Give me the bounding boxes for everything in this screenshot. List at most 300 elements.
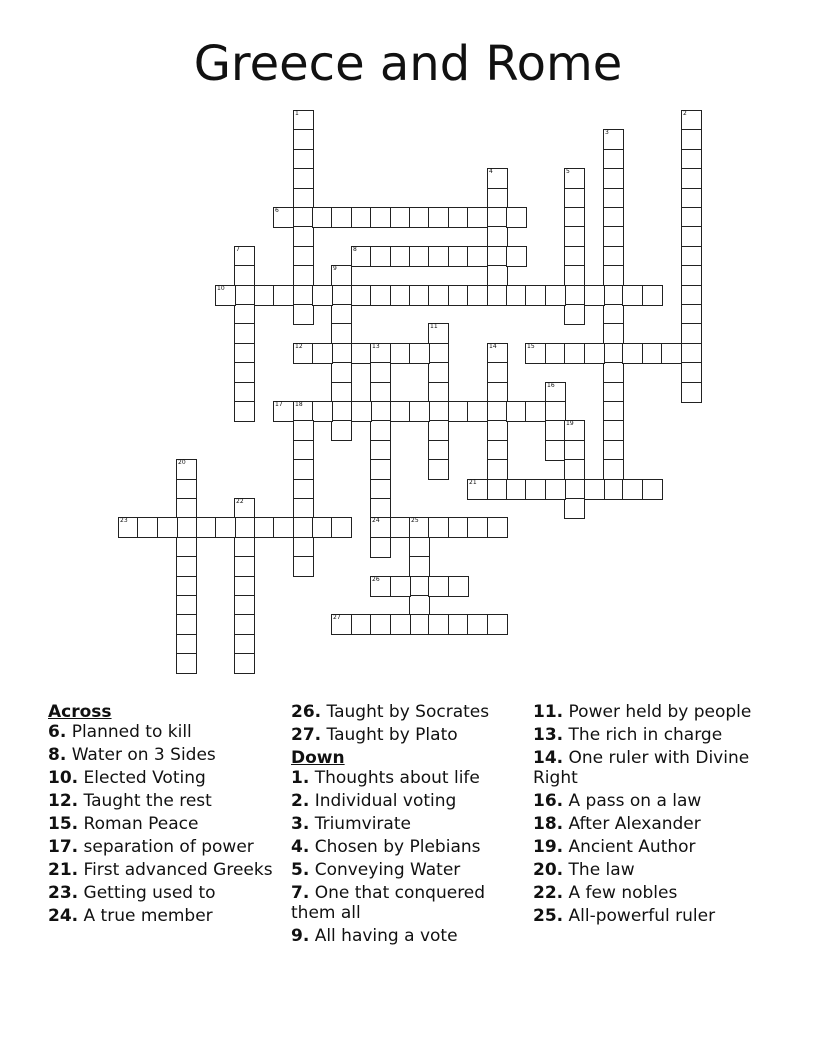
grid-cell[interactable] bbox=[681, 382, 702, 403]
grid-cell[interactable] bbox=[293, 265, 314, 286]
grid-cell[interactable] bbox=[390, 285, 411, 306]
grid-cell[interactable] bbox=[564, 188, 585, 209]
grid-cell[interactable] bbox=[564, 440, 585, 461]
grid-cell[interactable] bbox=[351, 401, 372, 422]
grid-cell[interactable] bbox=[370, 576, 391, 597]
grid-cell[interactable] bbox=[370, 246, 391, 267]
down-clue bbox=[291, 926, 527, 946]
grid-cell[interactable] bbox=[234, 634, 255, 655]
grid-cell[interactable] bbox=[681, 285, 702, 306]
grid-cell[interactable] bbox=[370, 614, 391, 635]
grid-cell[interactable] bbox=[176, 595, 197, 616]
grid-cell[interactable] bbox=[428, 207, 449, 228]
grid-cell[interactable] bbox=[351, 285, 372, 306]
clue-text: Getting used to bbox=[78, 883, 216, 903]
grid-cell[interactable] bbox=[234, 304, 255, 325]
grid-cell[interactable] bbox=[370, 459, 391, 480]
clue-number: 20. bbox=[533, 860, 564, 880]
grid-cell[interactable] bbox=[234, 537, 255, 558]
grid-cell[interactable] bbox=[176, 556, 197, 577]
grid-cell[interactable] bbox=[293, 149, 314, 170]
grid-cell[interactable] bbox=[681, 265, 702, 286]
grid-cell[interactable] bbox=[487, 362, 508, 383]
cell-number: 15 bbox=[527, 343, 535, 350]
grid-cell[interactable] bbox=[487, 188, 508, 209]
grid-cell[interactable] bbox=[409, 537, 430, 558]
grid-cell[interactable] bbox=[622, 479, 643, 500]
clue-text: Individual voting bbox=[309, 791, 457, 811]
grid-cell[interactable] bbox=[234, 362, 255, 383]
grid-cell[interactable] bbox=[681, 207, 702, 228]
grid-cell[interactable] bbox=[234, 595, 255, 616]
grid-cell[interactable] bbox=[681, 304, 702, 325]
grid-cell[interactable] bbox=[176, 614, 197, 635]
grid-cell[interactable] bbox=[448, 614, 469, 635]
grid-cell[interactable] bbox=[681, 149, 702, 170]
grid-cell[interactable] bbox=[234, 498, 255, 519]
grid-cell[interactable] bbox=[331, 420, 352, 441]
grid-cell[interactable] bbox=[448, 401, 469, 422]
grid-cell[interactable] bbox=[390, 246, 411, 267]
grid-cell[interactable] bbox=[409, 556, 430, 577]
grid-cell[interactable] bbox=[370, 382, 391, 403]
grid-cell[interactable] bbox=[293, 168, 314, 189]
grid-cell[interactable] bbox=[564, 343, 585, 364]
grid-cell[interactable] bbox=[622, 343, 643, 364]
grid-cell[interactable] bbox=[564, 285, 585, 306]
grid-cell[interactable] bbox=[312, 207, 333, 228]
clue-number: 23. bbox=[48, 883, 79, 903]
clue-column-1 bbox=[48, 702, 284, 929]
grid-cell[interactable] bbox=[448, 517, 469, 538]
grid-cell[interactable] bbox=[331, 207, 352, 228]
grid-cell[interactable] bbox=[234, 343, 255, 364]
clue-number: 10. bbox=[48, 768, 79, 788]
down-clue bbox=[291, 768, 527, 788]
grid-cell[interactable] bbox=[409, 401, 430, 422]
grid-cell[interactable] bbox=[293, 440, 314, 461]
cell-number: 7 bbox=[236, 246, 240, 253]
grid-cell[interactable] bbox=[584, 285, 605, 306]
grid-cell[interactable] bbox=[312, 285, 333, 306]
grid-cell[interactable] bbox=[681, 110, 702, 131]
grid-cell[interactable] bbox=[448, 285, 469, 306]
grid-cell[interactable] bbox=[603, 323, 624, 344]
grid-cell[interactable] bbox=[506, 479, 527, 500]
grid-cell[interactable] bbox=[487, 517, 508, 538]
down-clue bbox=[291, 883, 527, 923]
down-clue bbox=[291, 860, 527, 880]
grid-cell[interactable] bbox=[506, 285, 527, 306]
grid-cell[interactable] bbox=[487, 401, 508, 422]
grid-cell[interactable] bbox=[370, 343, 391, 364]
grid-cell[interactable] bbox=[564, 226, 585, 247]
grid-cell[interactable] bbox=[370, 517, 391, 538]
grid-cell[interactable] bbox=[487, 343, 508, 364]
grid-cell[interactable] bbox=[157, 517, 178, 538]
grid-cell[interactable] bbox=[428, 285, 449, 306]
grid-cell[interactable] bbox=[234, 285, 255, 306]
grid-cell[interactable] bbox=[467, 246, 488, 267]
grid-cell[interactable] bbox=[234, 246, 255, 267]
grid-cell[interactable] bbox=[428, 420, 449, 441]
grid-cell[interactable] bbox=[681, 226, 702, 247]
clue-number: 1. bbox=[291, 768, 310, 788]
grid-cell[interactable] bbox=[467, 614, 488, 635]
clue-text: The law bbox=[563, 860, 635, 880]
grid-cell[interactable] bbox=[603, 285, 624, 306]
grid-cell[interactable] bbox=[681, 188, 702, 209]
grid-cell[interactable] bbox=[603, 246, 624, 267]
grid-cell[interactable] bbox=[487, 246, 508, 267]
grid-cell[interactable] bbox=[545, 440, 566, 461]
grid-cell[interactable] bbox=[564, 304, 585, 325]
clue-number: 17. bbox=[48, 837, 79, 857]
grid-cell[interactable] bbox=[487, 459, 508, 480]
grid-cell[interactable] bbox=[603, 362, 624, 383]
grid-cell[interactable] bbox=[215, 517, 236, 538]
grid-cell[interactable] bbox=[293, 401, 314, 422]
cell-number: 26 bbox=[372, 576, 380, 583]
grid-cell[interactable] bbox=[312, 517, 333, 538]
grid-cell[interactable] bbox=[293, 188, 314, 209]
grid-cell[interactable] bbox=[234, 517, 255, 538]
grid-cell[interactable] bbox=[661, 343, 682, 364]
down-clue bbox=[533, 837, 769, 857]
cell-number: 8 bbox=[353, 246, 357, 253]
grid-cell[interactable] bbox=[487, 265, 508, 286]
grid-cell[interactable] bbox=[331, 265, 352, 286]
grid-cell[interactable] bbox=[293, 343, 314, 364]
grid-cell[interactable] bbox=[428, 576, 449, 597]
clue-number: 18. bbox=[533, 814, 564, 834]
grid-cell[interactable] bbox=[176, 634, 197, 655]
clue-text: A few nobles bbox=[563, 883, 678, 903]
grid-cell[interactable] bbox=[331, 401, 352, 422]
grid-cell[interactable] bbox=[331, 285, 352, 306]
across-clue bbox=[48, 860, 284, 880]
across-clue bbox=[48, 837, 284, 857]
clue-number: 21. bbox=[48, 860, 79, 880]
grid-cell[interactable] bbox=[428, 614, 449, 635]
grid-cell[interactable] bbox=[293, 556, 314, 577]
grid-cell[interactable] bbox=[273, 207, 294, 228]
grid-cell[interactable] bbox=[603, 420, 624, 441]
grid-cell[interactable] bbox=[428, 459, 449, 480]
grid-cell[interactable] bbox=[564, 168, 585, 189]
grid-cell[interactable] bbox=[642, 479, 663, 500]
grid-cell[interactable] bbox=[118, 517, 139, 538]
grid-cell[interactable] bbox=[584, 343, 605, 364]
clue-number: 11. bbox=[533, 702, 564, 722]
grid-cell[interactable] bbox=[390, 576, 411, 597]
grid-cell[interactable] bbox=[254, 517, 275, 538]
grid-cell[interactable] bbox=[467, 517, 488, 538]
clue-number: 24. bbox=[48, 906, 79, 926]
grid-cell[interactable] bbox=[603, 479, 624, 500]
grid-cell[interactable] bbox=[525, 343, 546, 364]
across-clue-list-continued bbox=[291, 702, 527, 745]
grid-cell[interactable] bbox=[506, 401, 527, 422]
grid-cell[interactable] bbox=[584, 479, 605, 500]
down-clue bbox=[533, 814, 769, 834]
grid-cell[interactable] bbox=[370, 285, 391, 306]
grid-cell[interactable] bbox=[409, 517, 430, 538]
grid-cell[interactable] bbox=[545, 479, 566, 500]
grid-cell[interactable] bbox=[331, 382, 352, 403]
grid-cell[interactable] bbox=[331, 323, 352, 344]
grid-cell[interactable] bbox=[603, 440, 624, 461]
grid-cell[interactable] bbox=[428, 517, 449, 538]
grid-cell[interactable] bbox=[564, 459, 585, 480]
grid-cell[interactable] bbox=[564, 420, 585, 441]
clue-number: 27. bbox=[291, 725, 322, 745]
grid-cell[interactable] bbox=[273, 517, 294, 538]
clue-text: A pass on a law bbox=[563, 791, 702, 811]
grid-cell[interactable] bbox=[370, 420, 391, 441]
grid-cell[interactable] bbox=[564, 207, 585, 228]
grid-cell[interactable] bbox=[390, 401, 411, 422]
grid-cell[interactable] bbox=[351, 614, 372, 635]
clue-column-2 bbox=[291, 702, 527, 949]
grid-cell[interactable] bbox=[293, 285, 314, 306]
grid-cell[interactable] bbox=[390, 343, 411, 364]
grid-cell[interactable] bbox=[525, 479, 546, 500]
grid-cell[interactable] bbox=[273, 401, 294, 422]
grid-cell[interactable] bbox=[622, 285, 643, 306]
across-heading: Across bbox=[48, 702, 112, 722]
cell-number: 1 bbox=[295, 110, 299, 117]
grid-cell[interactable] bbox=[506, 246, 527, 267]
grid-cell[interactable] bbox=[564, 479, 585, 500]
grid-cell[interactable] bbox=[409, 207, 430, 228]
grid-cell[interactable] bbox=[331, 614, 352, 635]
grid-cell[interactable] bbox=[176, 479, 197, 500]
grid-cell[interactable] bbox=[487, 207, 508, 228]
grid-cell[interactable] bbox=[293, 207, 314, 228]
grid-cell[interactable] bbox=[331, 517, 352, 538]
grid-cell[interactable] bbox=[525, 401, 546, 422]
clue-number: 3. bbox=[291, 814, 310, 834]
grid-cell[interactable] bbox=[487, 382, 508, 403]
across-clue bbox=[48, 791, 284, 811]
grid-cell[interactable] bbox=[293, 129, 314, 150]
grid-cell[interactable] bbox=[176, 459, 197, 480]
grid-cell[interactable] bbox=[351, 343, 372, 364]
grid-cell[interactable] bbox=[564, 246, 585, 267]
grid-cell[interactable] bbox=[681, 246, 702, 267]
clue-text: All having a vote bbox=[309, 926, 458, 946]
cell-number: 11 bbox=[430, 323, 438, 330]
grid-cell[interactable] bbox=[603, 401, 624, 422]
grid-cell[interactable] bbox=[487, 440, 508, 461]
grid-cell[interactable] bbox=[467, 401, 488, 422]
grid-cell[interactable] bbox=[487, 614, 508, 635]
grid-cell[interactable] bbox=[293, 537, 314, 558]
grid-cell[interactable] bbox=[603, 168, 624, 189]
grid-cell[interactable] bbox=[293, 479, 314, 500]
grid-cell[interactable] bbox=[254, 285, 275, 306]
grid-cell[interactable] bbox=[234, 556, 255, 577]
grid-cell[interactable] bbox=[545, 343, 566, 364]
cell-number: 10 bbox=[217, 285, 225, 292]
grid-cell[interactable] bbox=[409, 576, 430, 597]
grid-cell[interactable] bbox=[390, 207, 411, 228]
grid-cell[interactable] bbox=[487, 285, 508, 306]
grid-cell[interactable] bbox=[370, 479, 391, 500]
across-clue bbox=[48, 814, 284, 834]
grid-cell[interactable] bbox=[545, 420, 566, 441]
grid-cell[interactable] bbox=[428, 362, 449, 383]
grid-cell[interactable] bbox=[351, 246, 372, 267]
grid-cell[interactable] bbox=[467, 479, 488, 500]
clue-text: Thoughts about life bbox=[309, 768, 480, 788]
grid-cell[interactable] bbox=[467, 207, 488, 228]
across-clue bbox=[291, 702, 527, 722]
grid-cell[interactable] bbox=[293, 304, 314, 325]
grid-cell[interactable] bbox=[293, 498, 314, 519]
clue-text: separation of power bbox=[78, 837, 254, 857]
grid-cell[interactable] bbox=[234, 614, 255, 635]
grid-cell[interactable] bbox=[215, 285, 236, 306]
grid-cell[interactable] bbox=[525, 285, 546, 306]
grid-cell[interactable] bbox=[428, 382, 449, 403]
grid-cell[interactable] bbox=[409, 246, 430, 267]
cell-number: 24 bbox=[372, 517, 380, 524]
clue-number: 12. bbox=[48, 791, 79, 811]
grid-cell[interactable] bbox=[603, 343, 624, 364]
grid-cell[interactable] bbox=[176, 653, 197, 674]
grid-cell[interactable] bbox=[176, 576, 197, 597]
grid-cell[interactable] bbox=[564, 498, 585, 519]
grid-cell[interactable] bbox=[196, 517, 217, 538]
grid-cell[interactable] bbox=[176, 498, 197, 519]
grid-cell[interactable] bbox=[642, 285, 663, 306]
grid-cell[interactable] bbox=[603, 207, 624, 228]
grid-cell[interactable] bbox=[293, 420, 314, 441]
clue-number: 2. bbox=[291, 791, 310, 811]
clue-text: Triumvirate bbox=[309, 814, 411, 834]
grid-cell[interactable] bbox=[448, 576, 469, 597]
grid-cell[interactable] bbox=[603, 265, 624, 286]
grid-cell[interactable] bbox=[176, 537, 197, 558]
grid-cell[interactable] bbox=[331, 304, 352, 325]
grid-cell[interactable] bbox=[273, 285, 294, 306]
grid-cell[interactable] bbox=[487, 420, 508, 441]
clue-number: 9. bbox=[291, 926, 310, 946]
clue-number: 22. bbox=[533, 883, 564, 903]
grid-cell[interactable] bbox=[603, 149, 624, 170]
grid-cell[interactable] bbox=[234, 576, 255, 597]
grid-cell[interactable] bbox=[234, 653, 255, 674]
grid-cell[interactable] bbox=[409, 595, 430, 616]
grid-cell[interactable] bbox=[331, 343, 352, 364]
grid-cell[interactable] bbox=[234, 265, 255, 286]
across-clue bbox=[291, 725, 527, 745]
grid-cell[interactable] bbox=[293, 110, 314, 131]
grid-cell[interactable] bbox=[642, 343, 663, 364]
cell-number: 22 bbox=[236, 498, 244, 505]
grid-cell[interactable] bbox=[487, 226, 508, 247]
grid-cell[interactable] bbox=[603, 382, 624, 403]
grid-cell[interactable] bbox=[506, 207, 527, 228]
down-clue bbox=[533, 791, 769, 811]
grid-cell[interactable] bbox=[234, 401, 255, 422]
grid-cell[interactable] bbox=[603, 226, 624, 247]
grid-cell[interactable] bbox=[681, 343, 702, 364]
grid-cell[interactable] bbox=[370, 207, 391, 228]
grid-cell[interactable] bbox=[487, 168, 508, 189]
grid-cell[interactable] bbox=[448, 207, 469, 228]
grid-cell[interactable] bbox=[681, 323, 702, 344]
grid-cell[interactable] bbox=[564, 265, 585, 286]
grid-cell[interactable] bbox=[467, 285, 488, 306]
clue-text: All-powerful ruler bbox=[563, 906, 716, 926]
cell-number: 23 bbox=[120, 517, 128, 524]
cell-number: 13 bbox=[372, 343, 380, 350]
grid-cell[interactable] bbox=[312, 343, 333, 364]
clue-text: Taught the rest bbox=[78, 791, 212, 811]
grid-cell[interactable] bbox=[681, 168, 702, 189]
grid-cell[interactable] bbox=[331, 362, 352, 383]
across-clue bbox=[48, 906, 284, 926]
cell-number: 5 bbox=[566, 168, 570, 175]
grid-cell[interactable] bbox=[293, 459, 314, 480]
grid-cell[interactable] bbox=[681, 129, 702, 150]
grid-cell[interactable] bbox=[681, 362, 702, 383]
clue-text: Power held by people bbox=[563, 702, 752, 722]
grid-cell[interactable] bbox=[176, 517, 197, 538]
grid-cell[interactable] bbox=[409, 343, 430, 364]
grid-cell[interactable] bbox=[545, 285, 566, 306]
grid-cell[interactable] bbox=[234, 382, 255, 403]
grid-cell[interactable] bbox=[370, 440, 391, 461]
grid-cell[interactable] bbox=[390, 614, 411, 635]
grid-cell[interactable] bbox=[370, 498, 391, 519]
grid-cell[interactable] bbox=[428, 246, 449, 267]
grid-cell[interactable] bbox=[293, 246, 314, 267]
grid-cell[interactable] bbox=[370, 362, 391, 383]
grid-cell[interactable] bbox=[312, 401, 333, 422]
grid-cell[interactable] bbox=[370, 537, 391, 558]
grid-cell[interactable] bbox=[545, 401, 566, 422]
cell-number: 3 bbox=[605, 129, 609, 136]
grid-cell[interactable] bbox=[351, 207, 372, 228]
grid-cell[interactable] bbox=[390, 517, 411, 538]
grid-cell[interactable] bbox=[603, 129, 624, 150]
clue-text: Conveying Water bbox=[309, 860, 461, 880]
down-heading: Down bbox=[291, 748, 345, 768]
grid-cell[interactable] bbox=[293, 226, 314, 247]
clue-text: Ancient Author bbox=[563, 837, 696, 857]
grid-cell[interactable] bbox=[428, 323, 449, 344]
grid-cell[interactable] bbox=[603, 459, 624, 480]
grid-cell[interactable] bbox=[603, 188, 624, 209]
grid-cell[interactable] bbox=[137, 517, 158, 538]
grid-cell[interactable] bbox=[428, 343, 449, 364]
grid-cell[interactable] bbox=[293, 517, 314, 538]
grid-cell[interactable] bbox=[487, 479, 508, 500]
grid-cell[interactable] bbox=[234, 323, 255, 344]
grid-cell[interactable] bbox=[428, 401, 449, 422]
grid-cell[interactable] bbox=[409, 614, 430, 635]
grid-cell[interactable] bbox=[428, 440, 449, 461]
grid-cell[interactable] bbox=[603, 304, 624, 325]
grid-cell[interactable] bbox=[370, 401, 391, 422]
grid-cell[interactable] bbox=[545, 382, 566, 403]
grid-cell[interactable] bbox=[409, 285, 430, 306]
grid-cell[interactable] bbox=[448, 246, 469, 267]
